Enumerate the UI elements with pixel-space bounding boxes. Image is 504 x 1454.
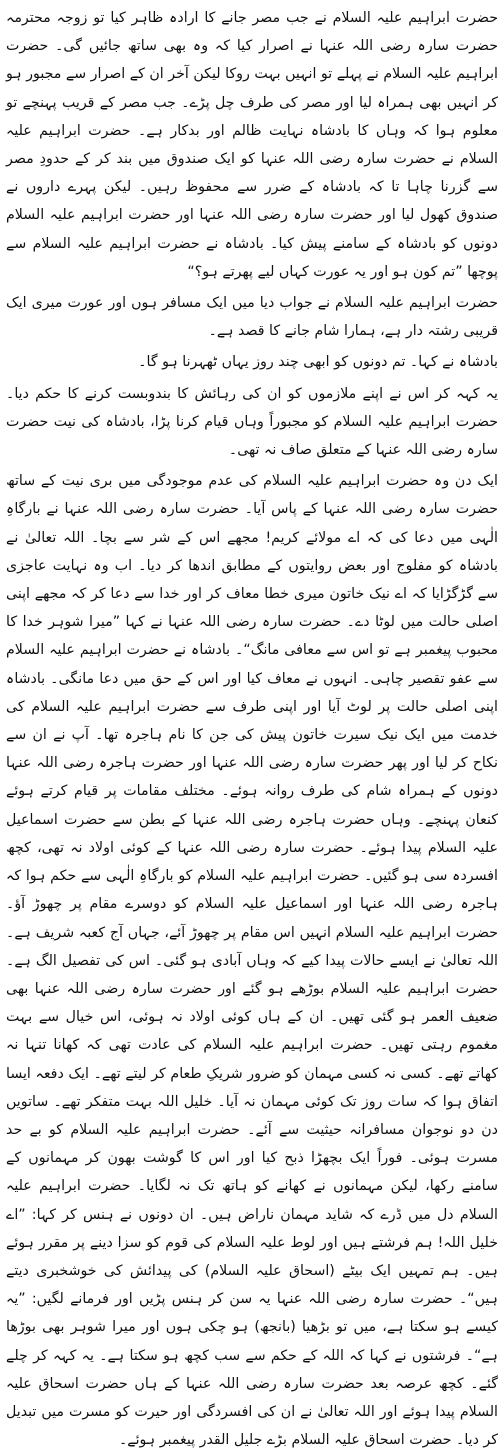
paragraph-ibrahim-reply: حضرت ابراہیم علیہ السلام نے جواب دیا میں ایک مسافر ہوں اور عورت میری ایک قریبی رشتہ دار ہے، ہمارا شام جانے کا قصد ہے۔ bbox=[6, 295, 498, 340]
paragraph-lodging: یہ کہہ کر اس نے اپنے ملازموں کو ان کی رہائش کا بندوبست کرنے کا حکم دیا۔ حضرت ابراہیم علیہ السلام کو مجبوراً وہاں قیام کرنا پڑا، بادشاہ کی نیت حضرت سارہ رضی اللہ عنہا کے متعلق صاف نہ تھی۔ bbox=[6, 385, 498, 459]
paragraph-journey-to-egypt: حضرت ابراہیم علیہ السلام نے جب مصر جانے کا ارادہ ظاہر کیا تو زوجہ محترمہ حضرت سارہ رضی اللہ عنہا نے اصرار کیا کہ وہ بھی ساتھ جائیں گی۔ حضرت ابراہیم علیہ السلام نے پہلے تو انہیں بہت روکا لیکن آخر ان کے اصرار سے مجبور ہو کر انہیں بھی ہمراہ لیا اور مصر کی طرف چل پڑے۔ جب مصر کے قریب پہنچے تو معلوم ہوا کہ وہاں کا بادشاہ نہایت ظالم اور بدکار ہے۔ حضرت ابراہیم علیہ السلام نے حضرت سارہ رضی اللہ عنہا کو ایک صندوق میں بند کر کے حدودِ مصر سے گزرنا چاہا تا کہ بادشاہ کے ضرر سے محفوظ رہیں۔ لیکن پہرے داروں نے صندوق کھول لیا اور حضرت سارہ رضی اللہ عنہا اور حضرت ابراہیم علیہ السلام دونوں کو بادشاہ کے سامنے پیش کیا۔ بادشاہ نے حضرت ابراہیم علیہ السلام سے پوچھا ”تم کون ہو اور یہ عورت کہاں لیے پھرتے ہو؟“ bbox=[6, 10, 498, 280]
paragraph-king-order: بادشاہ نے کہا۔ تم دونوں کو ابھی چند روز یہاں ٹھہرنا ہو گا۔ bbox=[138, 354, 498, 371]
paragraph-sarah-story: ایک دن وہ حضرت ابراہیم علیہ السلام کی عدم موجودگی میں بری نیت کے ساتھ حضرت سارہ رضی اللہ عنہا کے پاس آیا۔ حضرت سارہ رضی اللہ عنہا نے بارگاہِ الٰہی میں دعا کی کہ اے مولائے کریم! مجھے اس کے شر سے بچا۔ اللہ تعالیٰ نے بادشاہ کو مفلوج اور بعض روایتوں کے مطابق اندھا کر دیا۔ اب وہ نہایت عاجزی سے گڑگڑایا کہ اے نیک خاتون میری خطا معاف کر اور خدا سے دعا کر کہ مجھے اپنی اصلی حالت میں لوٹا دے۔ حضرت سارہ رضی اللہ عنہا نے کہا ”میرا شوہر خدا کا محبوب پیغمبر ہے تو اس سے معافی مانگ“۔ بادشاہ نے حضرت ابراہیم علیہ السلام سے عفو تقصیر چاہی۔ انہوں نے معاف کیا اور اس کے حق میں دعا مانگی۔ بادشاہ اپنی اصلی حالت پر لوٹ آیا اور اپنی طرف سے حضرت ابراہیم علیہ السلام کی خدمت میں ایک نیک سیرت خاتون پیش کی جن کا نام ہاجرہ تھا۔ آپ نے ان سے نکاح کر لیا اور پھر حضرت سارہ رضی اللہ عنہا اور حضرت ہاجرہ رضی اللہ عنہا دونوں کے ہمراہ شام کی طرف روانہ ہوئے۔ مختلف مقامات پر قیام کرتے ہوئے کنعان پہنچے۔ وہاں حضرت ہاجرہ رضی اللہ عنہا کے بطن سے حضرت اسماعیل علیہ السلام پیدا ہوئے۔ حضرت سارہ رضی اللہ عنہا کے کوئی اولاد نہ تھی، کچھ افسردہ سی ہو گئیں۔ حضرت ابراہیم علیہ السلام کو بارگاہِ الٰہی سے حکم ہوا کہ ہاجرہ رضی اللہ عنہا اور اسماعیل علیہ السلام کو دوسرے مقام پر چھوڑ آؤ۔ حضرت ابراہیم علیہ السلام انہیں اس مقام پر چھوڑ آئے، جہاں آج کعبہ شریف ہے۔ اللہ تعالیٰ نے ایسے حالات پیدا کیے کہ وہاں آبادی ہو گئی۔ اس کی تفصیل الگ ہے۔ حضرت ابراہیم علیہ السلام بوڑھے ہو گئے اور حضرت سارہ رضی اللہ عنہا بھی ضعیف العمر ہو گئی تھیں۔ ان کے ہاں کوئی اولاد نہ ہوئی، اس خیال سے بہت مغموم رہتی تھیں۔ حضرت ابراہیم علیہ السلام کی عادت تھی کہ کھانا تنہا نہ کھاتے تھے۔ کسی نہ کسی مہمان کو ضرور شریکِ طعام کر لیتے تھے۔ ایک دفعہ ایسا اتفاق ہوا کہ سات روز تک کوئی مہمان نہ آیا۔ خلیل اللہ بہت متفکر تھے۔ ساتویں دن دو نوجوان مسافرانہ حیثیت سے آئے۔ حضرت ابراہیم علیہ السلام کو بے حد مسرت ہوئی۔ فوراً ایک بچھڑا ذبح کیا اور اس کا گوشت بھون کر مہمانوں کے سامنے رکھا، لیکن مہمانوں نے کھانے کو ہاتھ تک نہ لگایا۔ حضرت ابراہیم علیہ السلام دل میں ڈرے کہ شاید مہمان ناراض ہیں۔ ان دونوں نے ہنس کر کہا: ”اے خلیل اللہ! ہم فرشتے ہیں اور لوط علیہ السلام کی قوم کو سزا دینے پر مقرر ہوئے ہیں۔ ہم تمہیں ایک بیٹے (اسحاق علیہ السلام) کی پیدائش کی خوشخبری دیتے ہیں“۔ حضرت سارہ رضی اللہ عنہا یہ سن کر ہنس پڑیں اور فرمانے لگیں: ”یہ کیسے ہو سکتا ہے، میں تو بڑھیا (بانجھ) ہو چکی ہوں اور میرا شوہر بھی بوڑھا ہے“۔ فرشتوں نے کہا کہ اللہ کے حکم سے سب کچھ ہو سکتا ہے۔ یہ کہہ کر چلے گئے۔ کچھ عرصہ بعد حضرت سارہ رضی اللہ عنہا کے ہاں حضرت اسحاق علیہ السلام پیدا ہوئے اور اللہ تعالیٰ نے ان کی افسردگی اور حیرت کو مسرت میں تبدیل کر دیا۔ حضرت اسحاق علیہ السلام بڑے جلیل القدر پیغمبر ہوئے۔ bbox=[6, 473, 498, 1449]
